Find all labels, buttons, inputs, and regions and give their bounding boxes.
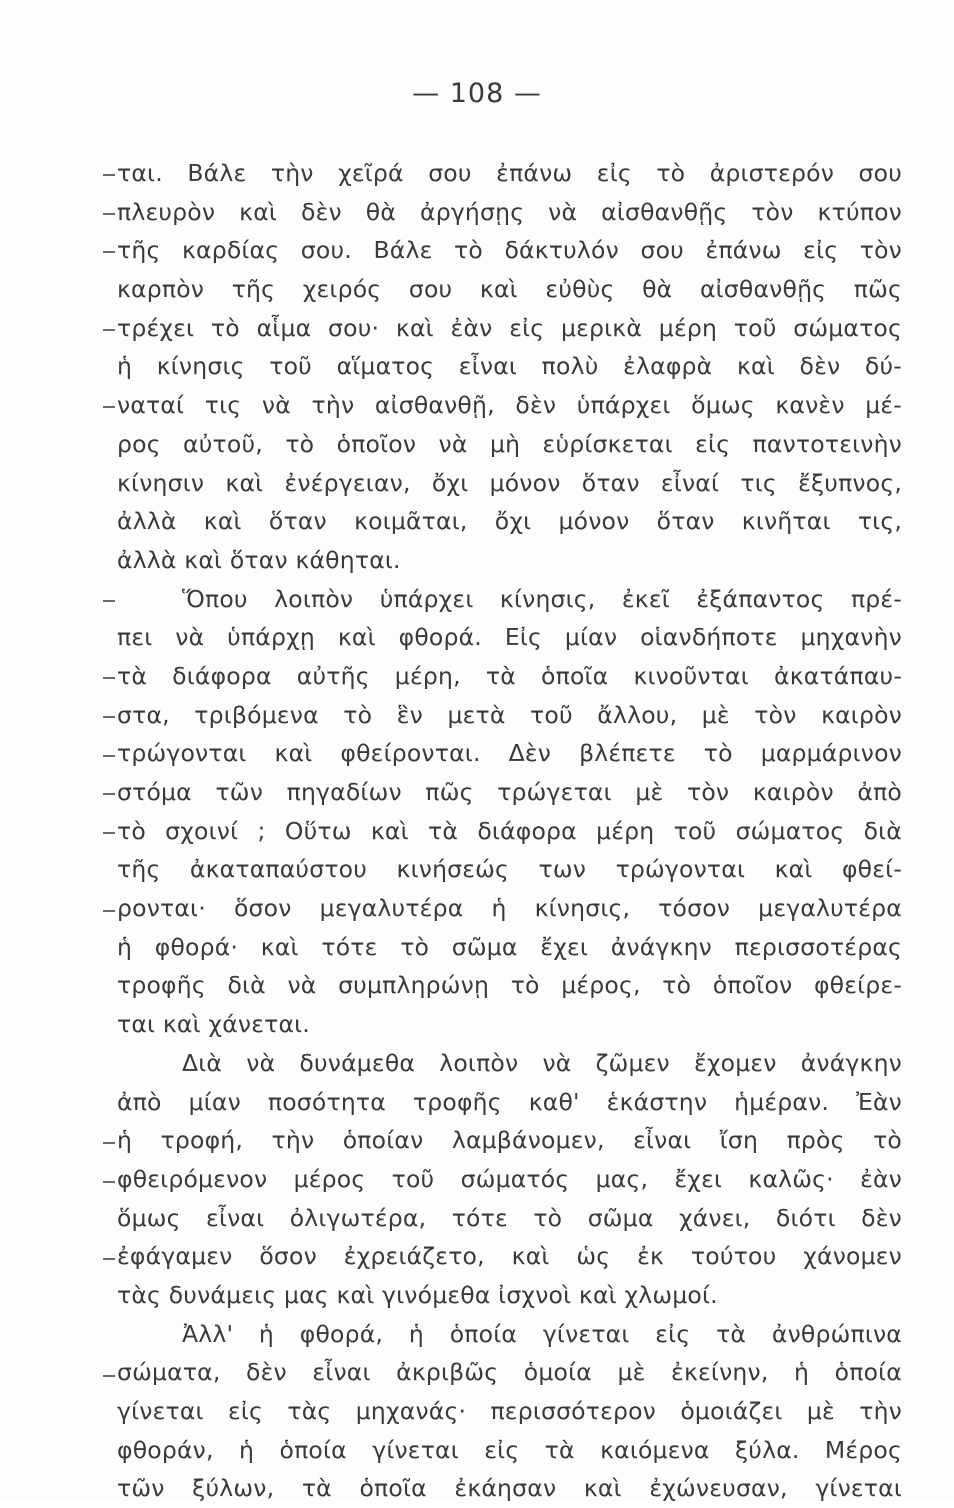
text-line: ὅμως εἶναι ὀλιγωτέρα, τότε τὸ σῶμα χάνει, διότι δὲν	[117, 1203, 902, 1232]
margin-mark	[103, 1375, 115, 1377]
text-line: ἡ τροφή, τὴν ὁποίαν λαμβάνομεν, εἶναι ἴση πρὸς τὸ	[117, 1126, 902, 1155]
margin-mark	[103, 406, 115, 408]
text-line: ται. Βάλε τὴν χεῖρά σου ἐπάνω εἰς τὸ ἀριστερόν σου	[117, 159, 902, 187]
text-line: ρονται· ὅσον μεγαλυτέρα ἡ κίνησις, τόσον μεγαλυτέρα	[117, 894, 902, 923]
text-line: ἀλλὰ καὶ ὅταν κάθηται.	[117, 545, 401, 574]
text-line: στόμα τῶν πηγαδίων πῶς τρώγεται μὲ τὸν καιρὸν ἀπὸ	[117, 778, 902, 806]
margin-mark	[103, 213, 115, 215]
text-line: ρος αὐτοῦ, τὸ ὁποῖον νὰ μὴ εὑρίσκεται εἰς παντοτεινὴν	[117, 429, 902, 458]
margin-mark	[103, 251, 115, 253]
text-line: τροφῆς διὰ νὰ συμπληρώνῃ τὸ μέρος, τὸ ὁποῖον φθείρε-	[117, 971, 902, 1000]
body-text	[117, 154, 902, 1508]
text-line: τῶν ξύλων, τὰ ὁποῖα ἐκάησαν καὶ ἐχώνευσαν, γίνεται	[117, 1474, 902, 1503]
text-line: φθειρόμενον μέρος τοῦ σώματός μας, ἔχει καλῶς· ἐὰν	[117, 1164, 902, 1193]
text-line: καρπὸν τῆς χειρός σου καὶ εὐθὺς θὰ αἰσθανθῇς πῶς	[117, 275, 902, 304]
margin-mark	[103, 1258, 115, 1260]
text-line: ἡ κίνησις τοῦ αἵματος εἶναι πολὺ ἐλαφρὰ καὶ δὲν δύ-	[117, 352, 902, 381]
text-line: τῆς ἀκαταπαύστου κινήσεώς των τρώγονται καὶ φθεί-	[117, 855, 902, 884]
text-line: σώματα, δὲν εἶναι ἀκριβῶς ὁμοία μὲ ἐκείνην, ἡ ὁποία	[117, 1358, 902, 1387]
margin-mark	[103, 329, 115, 331]
margin-mark	[103, 677, 115, 679]
margin-mark	[103, 1181, 115, 1183]
text-line: κίνησιν καὶ ἐνέργειαν, ὄχι μόνον ὅταν εἶναί τις ἔξυπνος,	[117, 468, 902, 497]
text-line: πλευρὸν καὶ δὲν θὰ ἀργήσῃς νὰ αἰσθανθῇς τὸν κτύπον	[117, 197, 902, 226]
margin-mark	[103, 793, 115, 795]
text-line: ἡ φθορά· καὶ τότε τὸ σῶμα ἔχει ἀνάγκην περισσοτέρας	[117, 932, 902, 961]
margin-mark	[103, 174, 115, 176]
margin-mark	[103, 600, 115, 602]
margin-mark	[103, 755, 115, 757]
margin-mark	[103, 832, 115, 834]
paragraph-start-line: Ὅπου λοιπὸν ὑπάρχει κίνησις, ἐκεῖ ἐξάπαντος πρέ-	[182, 584, 902, 613]
text-line: τὸ σχοινί ; Οὕτω καὶ τὰ διάφορα μέρη τοῦ σώματος διὰ	[117, 816, 902, 845]
text-line: φθοράν, ἡ ὁποία γίνεται εἰς τὰ καιόμενα ξύλα. Μέρος	[117, 1435, 902, 1464]
page-number: — 108 —	[412, 78, 542, 109]
margin-mark	[103, 910, 115, 912]
paragraph-start-line: Διὰ νὰ δυνάμεθα λοιπὸν νὰ ζῶμεν ἔχομεν ἀνάγκην	[182, 1048, 902, 1077]
text-line: γίνεται εἰς τὰς μηχανάς· περισσότερον ὁμοιάζει μὲ τὴν	[117, 1397, 902, 1425]
text-line: στα, τριβόμενα τὸ ἓν μετὰ τοῦ ἄλλου, μὲ τὸν καιρὸν	[117, 700, 902, 729]
text-line: πει νὰ ὑπάρχῃ καὶ φθορά. Εἰς μίαν οἱανδήποτε μηχανὴν	[117, 623, 902, 652]
text-line: τῆς καρδίας σου. Βάλε τὸ δάκτυλόν σου ἐπάνω εἰς τὸν	[117, 236, 902, 265]
text-line: ἐφάγαμεν ὅσον ἐχρειάζετο, καὶ ὡς ἐκ τούτου χάνομεν	[117, 1242, 902, 1271]
text-line: ἀπὸ μίαν ποσότητα τροφῆς καθ' ἑκάστην ἡμέραν. Ἐὰν	[117, 1087, 902, 1116]
text-line: ται καὶ χάνεται.	[117, 1010, 310, 1039]
text-line: τὰ διάφορα αὐτῆς μέρη, τὰ ὁποῖα κινοῦνται ἀκατάπαυ-	[117, 661, 902, 690]
text-line: τρέχει τὸ αἷμα σου· καὶ ἐὰν εἰς μερικὰ μέρη τοῦ σώματος	[117, 313, 902, 342]
text-line: ἀλλὰ καὶ ὅταν κοιμᾶται, ὄχι μόνον ὅταν κινῆται τις,	[117, 507, 902, 536]
margin-mark	[103, 716, 115, 718]
text-line: τὰς δυνάμεις μας καὶ γινόμεθα ἰσχνοὶ καὶ χλωμοί.	[117, 1280, 718, 1309]
text-line: τρώγονται καὶ φθείρονται. Δὲν βλέπετε τὸ μαρμάρινον	[117, 739, 902, 768]
margin-mark	[103, 1142, 115, 1144]
paragraph-start-line: Ἀλλ' ἡ φθορά, ἡ ὁποία γίνεται εἰς τὰ ἀνθρώπινα	[182, 1319, 902, 1348]
text-line: ναταί τις νὰ τὴν αἰσθανθῇ, δὲν ὑπάρχει ὅμως κανὲν μέ-	[117, 391, 902, 420]
